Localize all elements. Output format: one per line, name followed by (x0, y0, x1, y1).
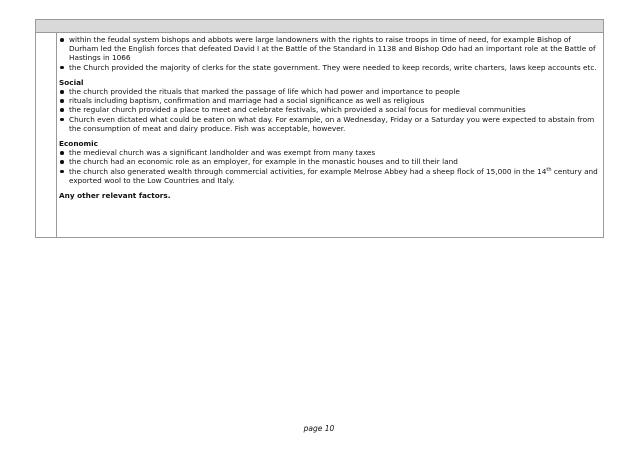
list-item: rituals including baptism, confirmation and marriage had a social significance as well as religious (59, 96, 599, 105)
page-number: page 10 (303, 424, 335, 433)
wealth-text-after: century and exported wool to the Low Countries and Italy. (69, 166, 598, 185)
ordinal-suffix: th (546, 166, 552, 173)
table-left-column (36, 32, 57, 237)
list-item: the church provided the rituals that marked the passage of life which had power and importance to people (59, 87, 599, 96)
other-factors-label: Any other relevant factors. (59, 191, 171, 201)
list-item: the Church provided the majority of clerks for the state government. They were needed to keep records, write charters, laws keep accounts etc. (59, 63, 599, 72)
economic-heading: Economic (59, 139, 98, 149)
list-item: within the feudal system bishops and abbots were large landowners with the rights to raise troops in time of need, for example Bishop of Durham led the English forces that defeated David I at the Battle of the Standard in 1138 and Bishop Odo had an important role at the Battle of Hastings in 1066 (59, 35, 599, 63)
list-item: the regular church provided a place to meet and celebrate festivals, which provided a social focus for medieval communities (59, 105, 599, 114)
economic-bullet-list (59, 148, 599, 185)
list-item: the medieval church was a significant landholder and was exempt from many taxes (59, 148, 599, 157)
social-heading: Social (59, 77, 84, 87)
marking-table (35, 19, 604, 238)
social-bullet-list (59, 87, 599, 133)
list-item: Church even dictated what could be eaten on what day. For example, on a Wednesday, Friday or a Saturday you were expected to abstain from the consumption of meat and dairy produce. Fish was acceptable, however. (59, 115, 599, 133)
table-content-cell (59, 35, 599, 200)
table-header-row (36, 20, 603, 33)
list-item (59, 167, 599, 185)
intro-bullet-list (59, 35, 599, 72)
wealth-text-before: the church also generated wealth through commercial activities, for example Melrose Abbey had a sheep flock of 15,000 in the 14 (69, 166, 547, 176)
list-item: the church had an economic role as an employer, for example in the monastic houses and to till their land (59, 157, 599, 166)
